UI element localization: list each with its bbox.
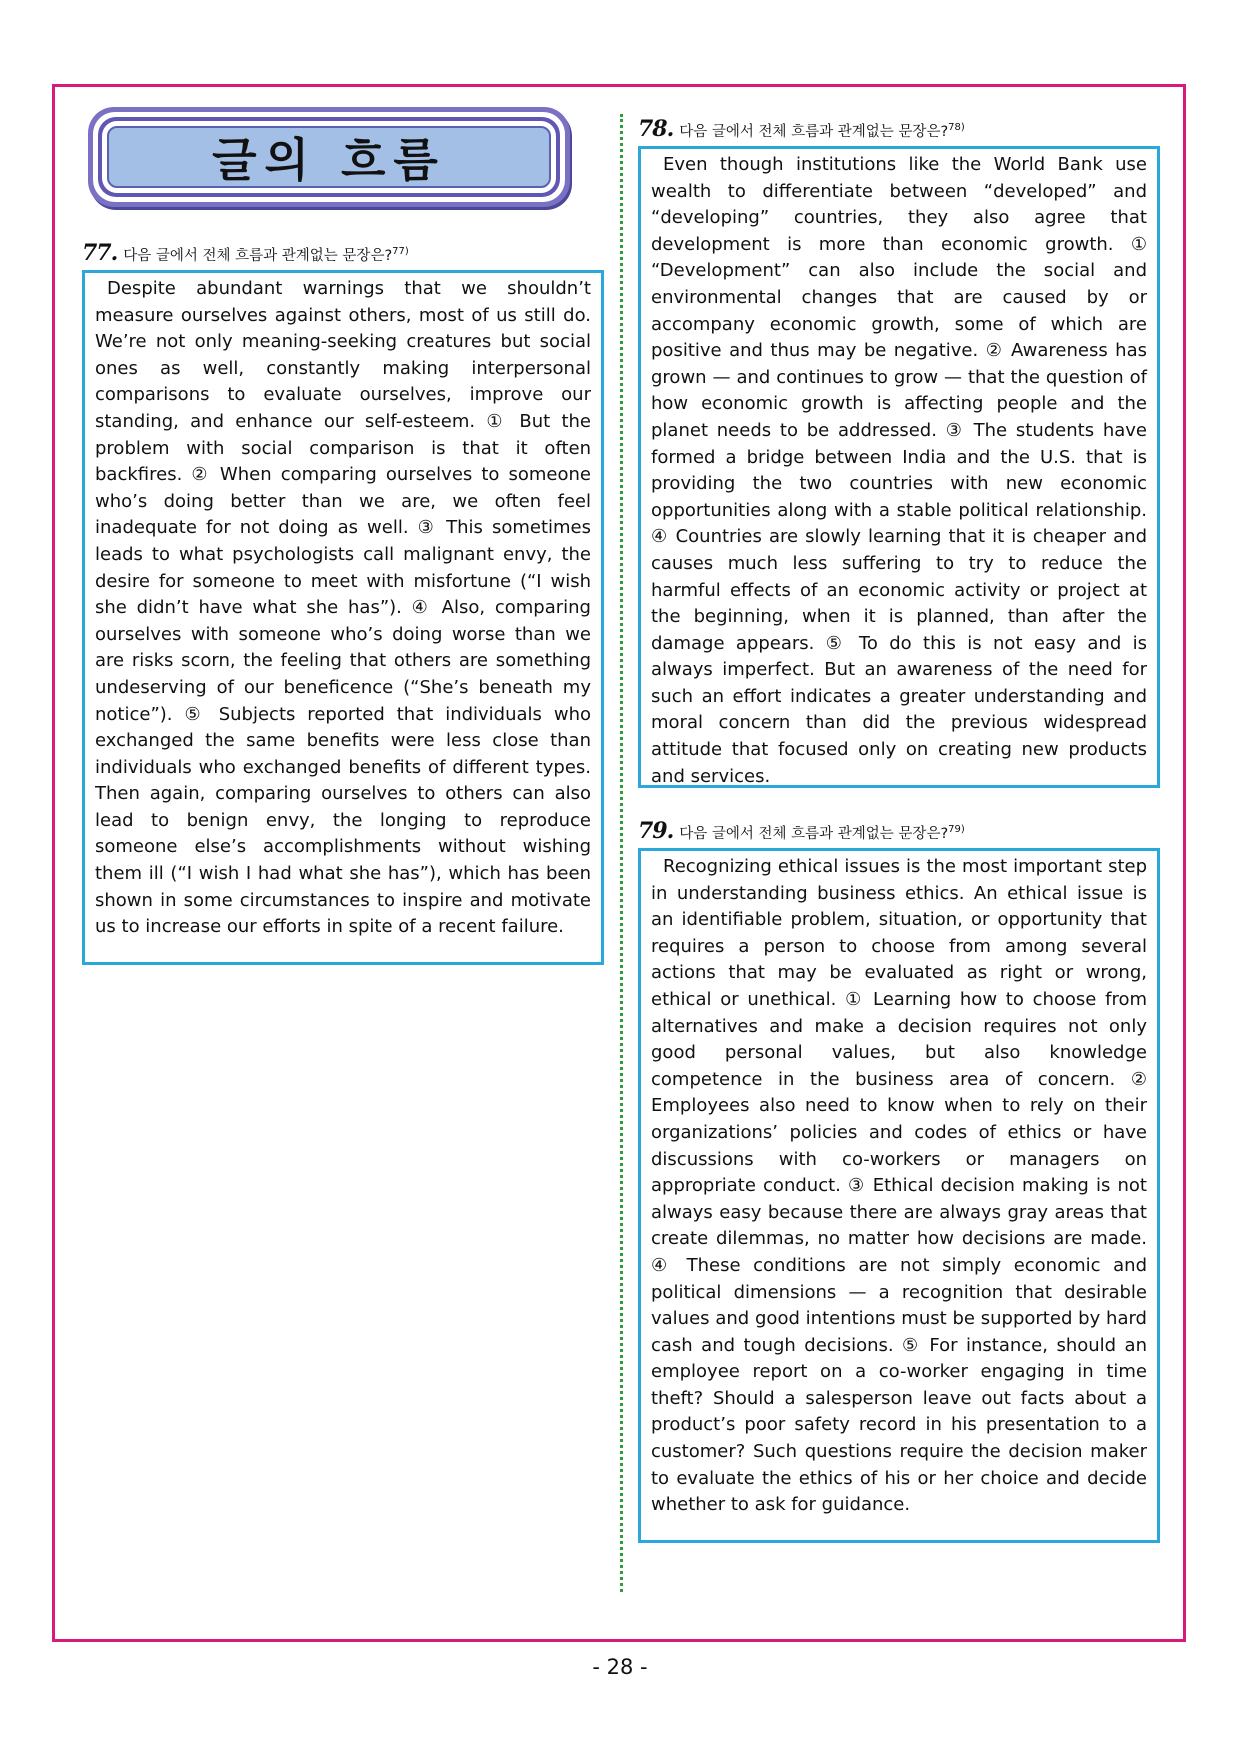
passage-text: Despite abundant warnings that we shouldn’t measure ourselves against others, most of us still do. We’re not only meaning-seeking creatures but social ones as well, constantly making interpersonal comparisons to evaluate ourselves, improve our standing, and enhance our self-esteem. ① But the problem with social comparison is that it often backfires. ② When comparing ourselves to someone who’s doing better than we are, we often feel inadequate for not doing as well. ③ This sometimes leads to what psychologists call malignant envy, the desire for someone to meet with misfortune (“I wish she didn’t have what she has”). ④ Also, comparing ourselves with someone who’s doing worse than we are risks scorn, the feeling that others are something undeserving of our beneficence (“She’s beneath my notice”). ⑤ Subjects reported that individuals who exchanged the same benefits were less close than individuals who exchanged benefits of different types. Then again, comparing ourselves to others can also lead to benign envy, the longing to reproduce someone else’s accomplishments without wishing them ill (“I wish I had what she has”), which has been shown in some circumstances to inspire and motivate us to increase our efforts in spite of a recent failure.: [95, 278, 591, 938]
question-number: 77.: [82, 240, 118, 266]
page-number: - 28 -: [592, 1655, 648, 1679]
column-divider: [620, 114, 623, 1592]
question-number: 79.: [638, 818, 674, 844]
passage-box-77: [82, 270, 604, 965]
passage-box-79: [638, 848, 1160, 1543]
section-title-badge: [88, 107, 570, 207]
footnote-marker: 79): [948, 824, 965, 836]
question-number: 78.: [638, 116, 674, 142]
passage-text: Even though institutions like the World Bank use wealth to differentiate between “developed” and “developing” countries, they also agree that development is more than economic growth. ① “Development” can also include the social and environmental changes that are caused by or accompany economic growth, some of which are positive and thus may be negative. ② Awareness has grown — and continues to grow — that the question of how economic growth is affecting people and the planet needs to be addressed. ③ The students have formed a bridge between India and the U.S. that is providing the two countries with new economic opportunities along with a stable political relationship. ④ Countries are slowly learning that it is cheaper and causes much less suffering to try to reduce the harmful effects of an economic activity or project at the beginning, when it is planned, than after the damage appears. ⑤ To do this is not easy and is always imperfect. But an awareness of the need for such an effort indicates a greater understanding and moral concern than did the previous widespread attitude that focused only on creating new products and services.: [651, 154, 1147, 787]
passage-text: Recognizing ethical issues is the most important step in understanding business ethics. An ethical issue is an identifiable problem, situation, or opportunity that requires a person to choose from among several actions that may be evaluated as right or wrong, ethical or unethical. ① Learning how to choose from alternatives and make a decision requires not only good personal values, but also knowledge competence in the business area of concern. ② Employees also need to know when to rely on their organizations’ policies and codes of ethics or have discussions with co-workers or managers on appropriate conduct. ③ Ethical decision making is not always easy because there are always gray areas that create dilemmas, no matter how decisions are made. ④ These conditions are not simply economic and political dimensions — a recognition that desirable values and good intentions must be supported by hard cash and tough decisions. ⑤ For instance, should an employee report on a co-worker engaging in time theft? Should a salesperson leave out facts about a product’s poor safety record in his presentation to a customer? Such questions require the decision maker to evaluate the ethics of his or her choice and decide whether to ask for guidance.: [651, 856, 1147, 1516]
question-header-79: [638, 818, 965, 844]
question-prompt: 다음 글에서 전체 흐름과 관계없는 문장은?: [679, 826, 949, 842]
section-title: 글의 흐름: [107, 126, 551, 188]
question-header-77: [82, 240, 409, 266]
passage-box-78: [638, 146, 1160, 788]
footnote-marker: 78): [948, 122, 965, 134]
question-header-78: [638, 116, 965, 142]
question-prompt: 다음 글에서 전체 흐름과 관계없는 문장은?: [679, 124, 949, 140]
question-prompt: 다음 글에서 전체 흐름과 관계없는 문장은?: [123, 248, 393, 264]
footnote-marker: 77): [392, 246, 409, 258]
